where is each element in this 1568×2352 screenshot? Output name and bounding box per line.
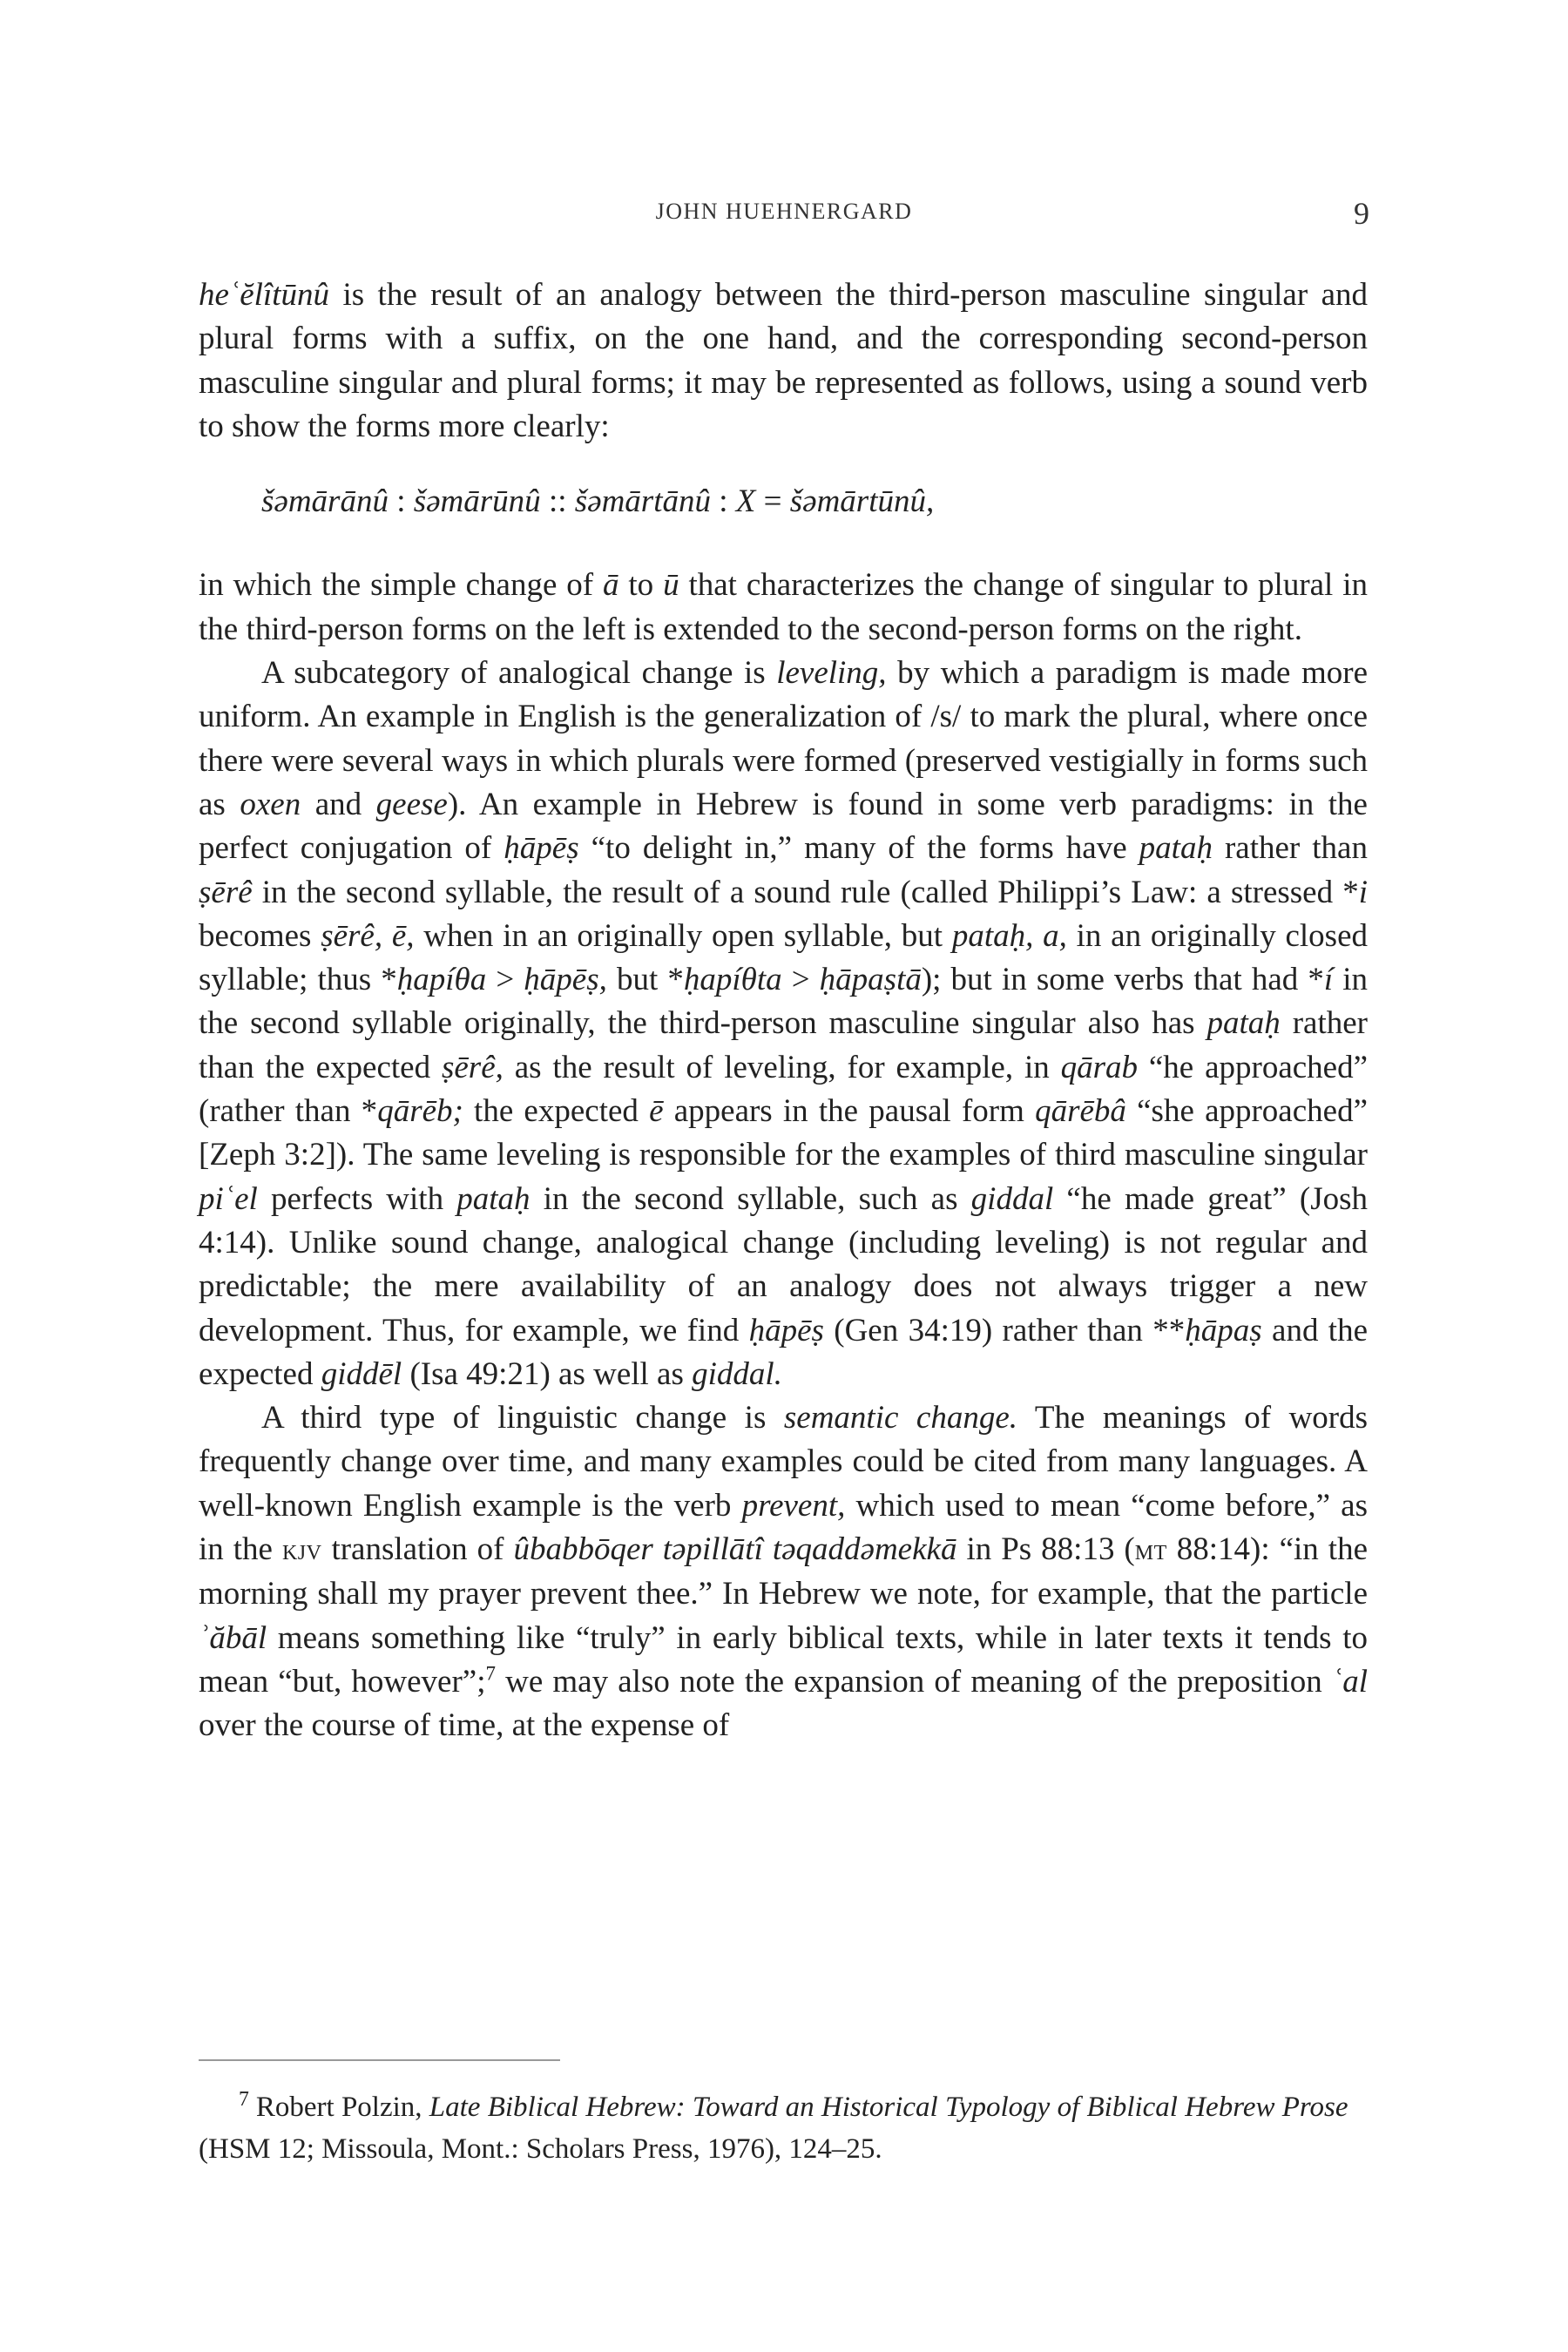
page-number: 9: [1354, 196, 1369, 231]
paragraph-2: in which the simple change of ā to ū that characterizes the change of singular to plural in the third-person forms on the left is extended to the second-person forms on the right.: [199, 567, 1369, 647]
paragraph-4: A third type of linguistic change is semantic change. The meanings of words frequently change over time, and many examples could be cited from many languages. A well-known English example is the verb prevent, which used to mean “come before,” as in the kjv translation of ûbabbōqer təpillātî təqaddəmekkā in Ps 88:13 (mt 88:14): “in the morning shall my prayer prevent thee.” In Hebrew we note, for example, that the particle ʾăbāl means something like “truly” in early biblical texts, while in later texts it tends to mean “but, however”;$^7$ we may also note the expansion of meaning of the preposition ʿal over the course of time, at the expense of: [199, 1400, 1369, 1744]
footnote-number: 7: [239, 2088, 249, 2111]
mt-abbrev: mt: [1134, 1534, 1167, 1567]
kjv-abbrev: kjv: [281, 1534, 322, 1567]
paragraph-3: A subcategory of analogical change is leveling, by which a paradigm is made more uniform. An example in English is the generalization of /s/ to mark the plural, where once there were several ways in which plurals were formed (preserved vestigially in forms such as oxen and geese). An example in Hebrew is found in some verb paradigms: in the perfect conjugation of ḥāpēṣ “to delight in,” many of the forms have pataḥ rather than ṣērê in the second syllable, the result of a sound rule (called Philippi’s Law: a stressed *i becomes ṣērê, ē, when in an originally open syllable, but pataḥ, a, in an originally closed syllable; thus *ḥapíθa > ḥāpēṣ, but *ḥapíθta > ḥāpaṣtā); but in some verbs that had *í in the second syllable originally, the third-person masculine singular also has pataḥ rather than the expected ṣērê, as the result of leveling, for example, in qārab “he approached” (rather than *qārēb; the expected ē appears in the pausal form qārēbâ “she approached” [Zeph 3:2]). The same leveling is responsible for the examples of third masculine singular piʿel perfects with pataḥ in the second syllable, such as giddal “he made great” (Josh 4:14). Unlike sound change, analogical change (including leveling) is not regular and predictable; the mere availability of an analogy does not always trigger a new development. Thus, for example, we find ḥāpēṣ (Gen 34:19) rather than **ḥāpaṣ and the expected giddēl (Isa 49:21) as well as giddal.: [199, 655, 1369, 1392]
paragraph-1: heʿĕlîtūnû is the result of an analogy between the third-person masculine singular and plural forms with a suffix, on the one hand, and the corresponding second-person masculine singular and plural forms; it may be represented as follows, using a sound verb to show the forms more clearly:: [199, 277, 1368, 444]
body-text: [199, 274, 1368, 1748]
analogy-formula: šəmārānû : šəmārūnû :: šəmārtānû : X = šəmārtūnû,: [261, 483, 935, 520]
footnote-divider: [199, 2059, 560, 2061]
footnote-ref-7[interactable]: 7: [485, 1662, 496, 1685]
footnote-7: $^7$ Robert Polzin, Late Biblical Hebrew: Toward an Historical Typology of Biblical Hebrew Prose (HSM 12; Missoula, Mont.: Scholars Press, 1976), 124–25.: [199, 2088, 1348, 2165]
footnote-title: Late Biblical Hebrew: Toward an Historical Typology of Biblical Hebrew Prose: [429, 2092, 1348, 2123]
running-head: JOHN HUEHNERGARD: [655, 199, 913, 224]
term-heelitunu: heʿĕlîtūnû: [199, 277, 330, 313]
